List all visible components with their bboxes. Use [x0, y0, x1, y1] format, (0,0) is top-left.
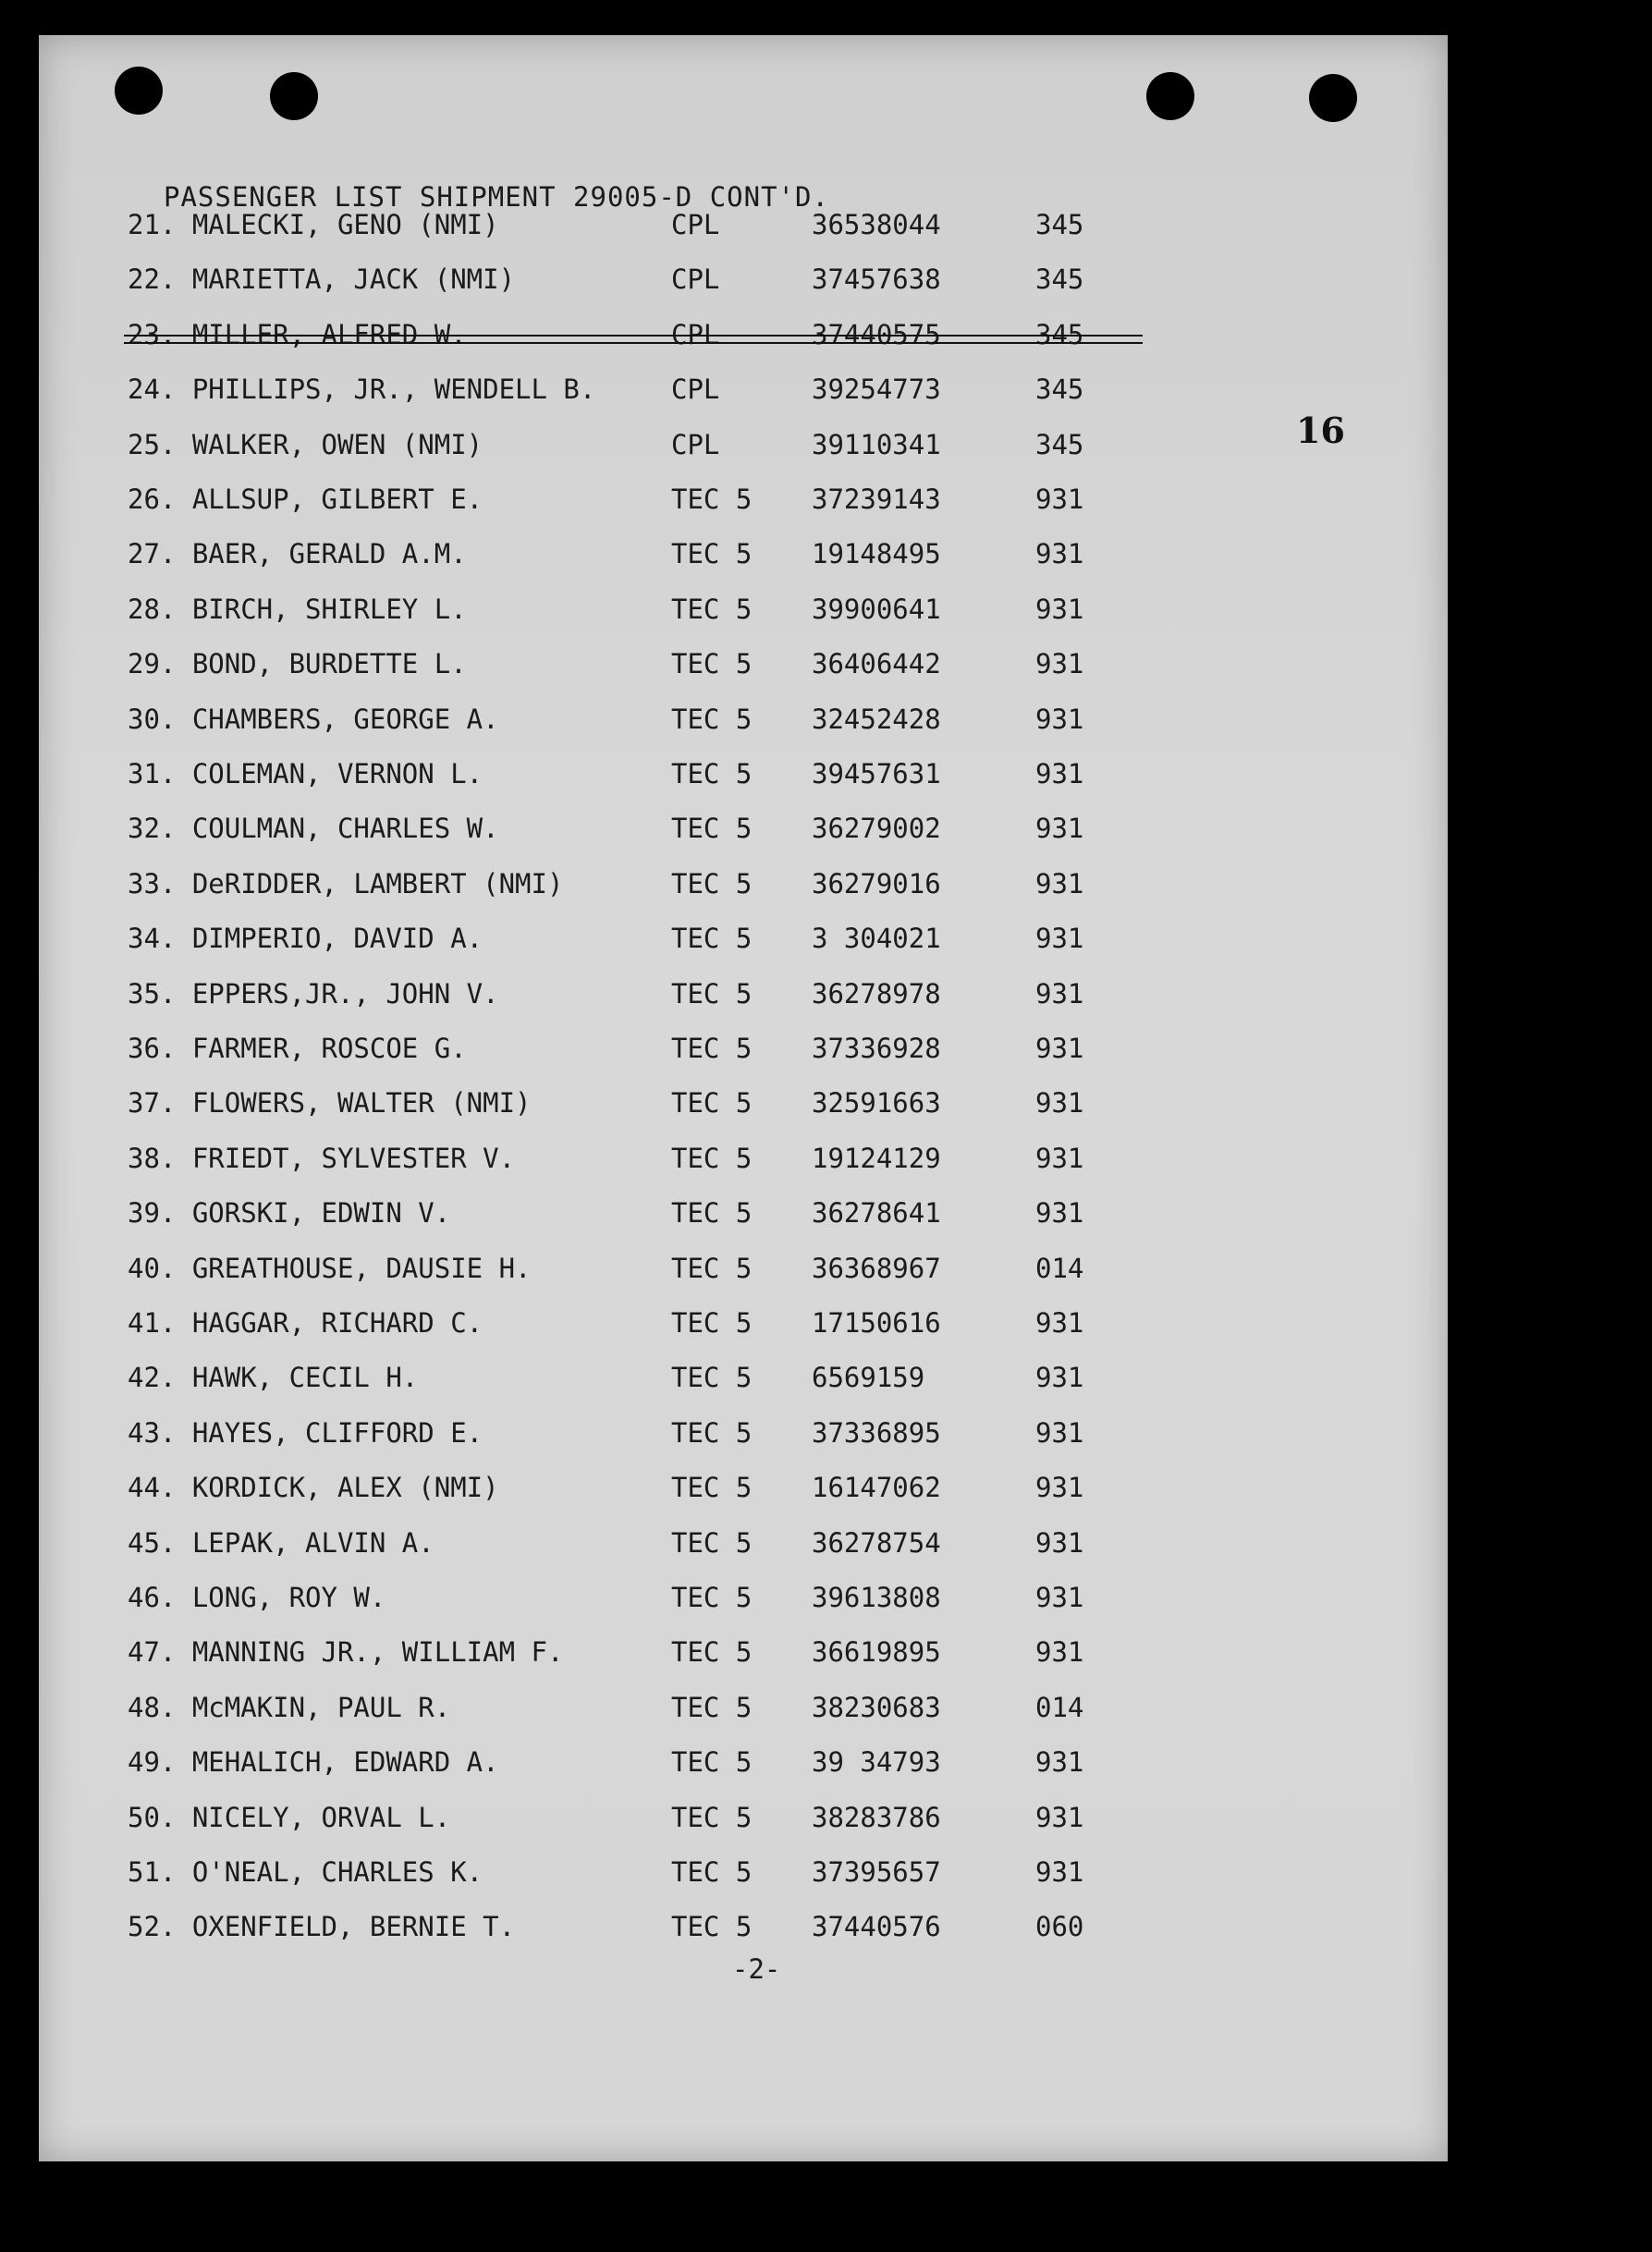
list-row: [39, 1911, 1448, 1948]
passenger-code: 931: [1035, 923, 1084, 955]
passenger-serial-number: 39900641: [812, 593, 941, 625]
passenger-rank: TEC 5: [671, 977, 753, 1010]
passenger-code: 014: [1035, 1691, 1084, 1723]
list-row: [39, 594, 1448, 630]
passenger-serial-number: 36619895: [812, 1636, 941, 1669]
list-row: [39, 1746, 1448, 1783]
passenger-code: 931: [1035, 977, 1084, 1010]
passenger-code: 931: [1035, 758, 1084, 789]
passenger-rank: TEC 5: [671, 1856, 753, 1888]
punch-hole: [1309, 74, 1357, 122]
passenger-name: 21. MALECKI, GENO (NMI): [128, 209, 499, 240]
passenger-rank: TEC 5: [671, 1197, 753, 1230]
list-row: [39, 758, 1448, 795]
list-row: [39, 1692, 1448, 1729]
passenger-rank: TEC 5: [671, 813, 753, 845]
passenger-rank: CPL: [671, 263, 720, 296]
passenger-serial-number: 16147062: [812, 1472, 941, 1504]
passenger-serial-number: 37457638: [812, 263, 941, 296]
passenger-code: 931: [1035, 1142, 1084, 1174]
passenger-serial-number: 39613808: [812, 1582, 941, 1613]
list-row: [39, 1582, 1448, 1619]
list-row: [39, 1033, 1448, 1070]
passenger-code: 931: [1035, 1801, 1084, 1833]
punch-hole: [1146, 72, 1194, 120]
passenger-rank: TEC 5: [671, 1911, 753, 1943]
passenger-code: 931: [1035, 1033, 1084, 1064]
passenger-name: 47. MANNING JR., WILLIAM F.: [128, 1636, 564, 1669]
passenger-name: 25. WALKER, OWEN (NMI): [128, 428, 483, 460]
list-row: [39, 1636, 1448, 1673]
passenger-serial-number: 39254773: [812, 373, 941, 406]
list-row: [39, 1087, 1448, 1124]
passenger-serial-number: 37440575: [812, 318, 941, 350]
passenger-rank: TEC 5: [671, 1746, 753, 1779]
passenger-name: 22. MARIETTA, JACK (NMI): [128, 263, 516, 296]
passenger-serial-number: 36278641: [812, 1197, 941, 1230]
passenger-rank: TEC 5: [671, 1801, 753, 1833]
passenger-code: 931: [1035, 1472, 1084, 1504]
passenger-name: 51. O'NEAL, CHARLES K.: [128, 1856, 483, 1888]
passenger-rank: TEC 5: [671, 758, 753, 789]
passenger-serial-number: 37336928: [812, 1033, 941, 1064]
passenger-rank: TEC 5: [671, 703, 753, 735]
passenger-rank: CPL: [671, 318, 720, 350]
passenger-name: 45. LEPAK, ALVIN A.: [128, 1526, 434, 1559]
passenger-rank: TEC 5: [671, 1526, 753, 1559]
passenger-serial-number: 36279002: [812, 813, 941, 845]
list-row: [39, 483, 1448, 520]
passenger-serial-number: 19124129: [812, 1142, 941, 1174]
passenger-code: 345: [1035, 318, 1084, 350]
passenger-serial-number: 6569159: [812, 1362, 925, 1394]
list-row: [39, 429, 1448, 466]
passenger-rank: TEC 5: [671, 593, 753, 625]
passenger-serial-number: 36538044: [812, 209, 941, 240]
passenger-name: 37. FLOWERS, WALTER (NMI): [128, 1087, 532, 1120]
passenger-name: 35. EPPERS,JR., JOHN V.: [128, 977, 499, 1010]
passenger-serial-number: 38283786: [812, 1801, 941, 1833]
passenger-name: 34. DIMPERIO, DAVID A.: [128, 923, 483, 955]
passenger-code: 014: [1035, 1252, 1084, 1284]
passenger-code: 345: [1035, 263, 1084, 296]
passenger-name: 36. FARMER, ROSCOE G.: [128, 1033, 467, 1064]
passenger-rank: TEC 5: [671, 1691, 753, 1723]
passenger-code: 931: [1035, 1197, 1084, 1230]
passenger-serial-number: 36278754: [812, 1526, 941, 1559]
list-row: [39, 978, 1448, 1015]
list-row: [39, 1417, 1448, 1454]
passenger-rank: CPL: [671, 428, 720, 460]
passenger-code: 931: [1035, 593, 1084, 625]
passenger-serial-number: 39110341: [812, 428, 941, 460]
document-page: [39, 35, 1448, 2161]
passenger-rank: TEC 5: [671, 483, 753, 515]
passenger-code: 345: [1035, 373, 1084, 406]
passenger-name: 23. MILLER, ALFRED W.: [128, 318, 467, 350]
passenger-rank: TEC 5: [671, 1307, 753, 1339]
list-row: [39, 319, 1448, 356]
punch-hole: [115, 67, 163, 115]
passenger-serial-number: 37395657: [812, 1856, 941, 1888]
passenger-code: 931: [1035, 1856, 1084, 1888]
list-row: [39, 373, 1448, 410]
passenger-name: 46. LONG, ROY W.: [128, 1582, 386, 1613]
passenger-name: 26. ALLSUP, GILBERT E.: [128, 483, 483, 515]
passenger-name: 31. COLEMAN, VERNON L.: [128, 758, 483, 789]
passenger-name: 29. BOND, BURDETTE L.: [128, 648, 467, 680]
passenger-serial-number: 36278978: [812, 977, 941, 1010]
passenger-serial-number: 39 34793: [812, 1746, 941, 1779]
passenger-serial-number: 38230683: [812, 1691, 941, 1723]
passenger-rank: TEC 5: [671, 648, 753, 680]
passenger-name: 43. HAYES, CLIFFORD E.: [128, 1416, 483, 1449]
passenger-rank: TEC 5: [671, 538, 753, 570]
passenger-rank: CPL: [671, 373, 720, 406]
list-row: [39, 1856, 1448, 1893]
list-row: [39, 1143, 1448, 1180]
side-page-number: 16: [1296, 410, 1345, 451]
passenger-name: 40. GREATHOUSE, DAUSIE H.: [128, 1252, 532, 1284]
list-row: [39, 813, 1448, 850]
passenger-name: 50. NICELY, ORVAL L.: [128, 1801, 451, 1833]
passenger-serial-number: 39457631: [812, 758, 941, 789]
passenger-name: 33. DeRIDDER, LAMBERT (NMI): [128, 867, 564, 900]
strikethrough-line: [124, 335, 1143, 344]
passenger-code: 931: [1035, 538, 1084, 570]
passenger-serial-number: 36279016: [812, 867, 941, 900]
passenger-name: 27. BAER, GERALD A.M.: [128, 538, 467, 570]
passenger-rank: TEC 5: [671, 867, 753, 900]
passenger-code: 931: [1035, 867, 1084, 900]
passenger-rank: CPL: [671, 209, 720, 240]
list-row: [39, 1197, 1448, 1234]
list-row: [39, 538, 1448, 575]
list-row: [39, 1802, 1448, 1839]
list-row: [39, 704, 1448, 740]
passenger-rank: TEC 5: [671, 1033, 753, 1064]
list-row: [39, 1362, 1448, 1399]
list-row: [39, 923, 1448, 960]
passenger-rank: TEC 5: [671, 1087, 753, 1120]
passenger-serial-number: 17150616: [812, 1307, 941, 1339]
passenger-serial-number: 37239143: [812, 483, 941, 515]
passenger-name: 32. COULMAN, CHARLES W.: [128, 813, 499, 845]
list-row: [39, 1307, 1448, 1344]
passenger-name: 42. HAWK, CECIL H.: [128, 1362, 419, 1394]
passenger-name: 48. McMAKIN, PAUL R.: [128, 1691, 451, 1723]
passenger-rank: TEC 5: [671, 1252, 753, 1284]
passenger-code: 931: [1035, 1307, 1084, 1339]
passenger-code: 931: [1035, 813, 1084, 845]
passenger-rank: TEC 5: [671, 1636, 753, 1669]
list-row: [39, 1527, 1448, 1564]
passenger-code: 931: [1035, 1636, 1084, 1669]
passenger-serial-number: 19148495: [812, 538, 941, 570]
passenger-serial-number: 37336895: [812, 1416, 941, 1449]
list-row: [39, 263, 1448, 300]
list-row: [39, 1253, 1448, 1290]
passenger-code: 931: [1035, 703, 1084, 735]
passenger-name: 24. PHILLIPS, JR., WENDELL B.: [128, 373, 596, 406]
passenger-rank: TEC 5: [671, 1142, 753, 1174]
passenger-rank: TEC 5: [671, 1362, 753, 1394]
punch-hole: [270, 72, 318, 120]
passenger-serial-number: 37440576: [812, 1911, 941, 1943]
passenger-code: 931: [1035, 1087, 1084, 1120]
passenger-code: 931: [1035, 648, 1084, 680]
passenger-rank: TEC 5: [671, 923, 753, 955]
passenger-code: 345: [1035, 428, 1084, 460]
passenger-name: 52. OXENFIELD, BERNIE T.: [128, 1911, 516, 1943]
passenger-code: 931: [1035, 483, 1084, 515]
passenger-code: 931: [1035, 1362, 1084, 1394]
passenger-rank: TEC 5: [671, 1472, 753, 1504]
passenger-serial-number: 36406442: [812, 648, 941, 680]
passenger-serial-number: 36368967: [812, 1252, 941, 1284]
passenger-rank: TEC 5: [671, 1416, 753, 1449]
passenger-serial-number: 3 304021: [812, 923, 941, 955]
passenger-code: 060: [1035, 1911, 1084, 1943]
passenger-name: 41. HAGGAR, RICHARD C.: [128, 1307, 483, 1339]
passenger-code: 931: [1035, 1582, 1084, 1613]
list-row: [39, 868, 1448, 905]
passenger-serial-number: 32452428: [812, 703, 941, 735]
passenger-name: 30. CHAMBERS, GEORGE A.: [128, 703, 499, 735]
passenger-code: 931: [1035, 1526, 1084, 1559]
list-row: [39, 209, 1448, 246]
passenger-serial-number: 32591663: [812, 1087, 941, 1120]
passenger-name: 39. GORSKI, EDWIN V.: [128, 1197, 451, 1230]
passenger-code: 931: [1035, 1746, 1084, 1779]
list-row: [39, 1472, 1448, 1509]
document-header: PASSENGER LIST SHIPMENT 29005-D CONT'D.: [164, 181, 829, 213]
passenger-name: 38. FRIEDT, SYLVESTER V.: [128, 1142, 516, 1174]
passenger-rank: TEC 5: [671, 1582, 753, 1613]
passenger-name: 49. MEHALICH, EDWARD A.: [128, 1746, 499, 1779]
list-row: [39, 648, 1448, 685]
passenger-code: 931: [1035, 1416, 1084, 1449]
passenger-name: 44. KORDICK, ALEX (NMI): [128, 1472, 499, 1504]
passenger-code: 345: [1035, 209, 1084, 240]
passenger-name: 28. BIRCH, SHIRLEY L.: [128, 593, 467, 625]
page-number: -2-: [732, 1953, 781, 1985]
